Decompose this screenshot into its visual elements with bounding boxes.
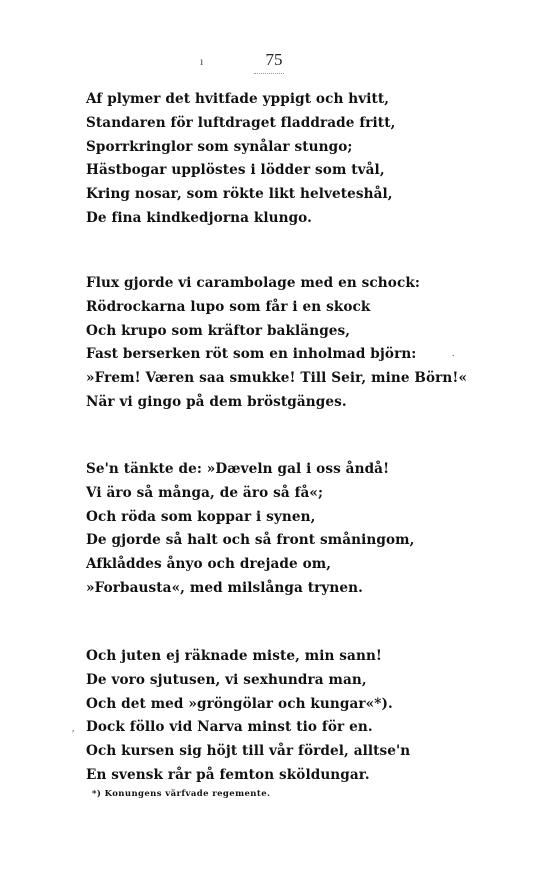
verse-line: Kring nosar, som rökte likt helveteshål, — [86, 186, 393, 203]
verse-line: Och krupo som kräftor baklänges, — [86, 322, 351, 339]
verse-line: När vi gingo på dem bröstgänges. — [86, 393, 347, 410]
verse-line: Hästbogar upplöstes i lödder som tvål, — [86, 162, 385, 179]
verse-line: Och juten ej räknade miste, min sann! — [86, 648, 382, 664]
stray-mark: ′ — [72, 728, 75, 740]
verse-line: Af plymer det hvitfade yppigt och hvitt, — [86, 91, 390, 107]
verse-line: Och kursen sig höjt till vår fördel, alltse'n — [86, 743, 411, 760]
verse-line: Vi äro så många, de äro så få«; — [86, 484, 324, 501]
verse-line: De fina kindkedjorna klungo. — [86, 209, 312, 226]
verse-line: Sporrkringlor som synålar stungo; — [86, 138, 353, 155]
verse-line: Och det med »gröngölar och kungar«*). — [86, 695, 393, 712]
verse-line: Rödrockarna lupo som får i en skock — [86, 298, 371, 315]
stanza-1 — [86, 88, 486, 231]
verse-line: De gjorde så halt och så front småningom, — [86, 532, 415, 549]
verse-line: De voro sjutusen, vi sexhundra man, — [86, 671, 367, 688]
verse-line: »Forbausta«, med milslånga trynen. — [86, 579, 363, 596]
verse-line: Flux gjorde vi carambolage med en schock: — [86, 275, 420, 291]
footnote: *) Konungens värfvade regemente. — [92, 789, 271, 799]
verse-line: Och röda som koppar i synen, — [86, 508, 316, 525]
verse-line: En svensk rår på femton sköldungar. — [86, 766, 370, 783]
verse-line: Standaren för luftdraget fladdrade fritt, — [86, 114, 396, 131]
stanza-4 — [86, 645, 486, 788]
verse-line: Afklåddes ånyo och drejade om, — [86, 556, 332, 573]
verse-line: Se'n tänkte de: »Dæveln gal i oss åndå! — [86, 461, 390, 477]
verse-line: »Frem! Væren saa smukke! Till Seir, mine Börn!« — [86, 370, 468, 387]
stray-mark: ı — [200, 54, 204, 68]
stanza-3 — [86, 458, 486, 601]
page-number-rule — [254, 73, 284, 74]
stanza-2 — [86, 272, 486, 415]
stray-mark: . — [452, 348, 455, 359]
page-number: 75 — [265, 50, 283, 69]
verse-line: Dock föllo vid Narva minst tio för en. — [86, 719, 373, 736]
verse-line: Fast berserken röt som en inholmad björn: — [86, 346, 417, 363]
